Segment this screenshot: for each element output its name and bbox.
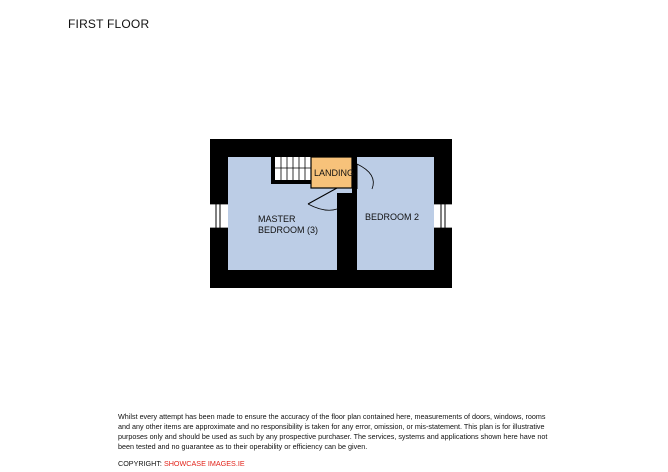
disclaimer-text: Whilst every attempt has been made to ensure the accuracy of the floor plan contained here, measurements of doors, windows, rooms and any other items are approximate and no responsibility is taken for any error, omission, or mis-statement. This plan is for illustrative purposes only and should be used as such by any prospective purchaser. The services, systems and applications shown here have not been tested and no guarantee as to their operability or efficiency can be given. (118, 412, 548, 451)
window-right (434, 204, 452, 228)
staircase (271, 157, 313, 184)
copyright-prefix: COPYRIGHT: (118, 459, 164, 468)
label-bedroom-2: BEDROOM 2 (365, 212, 420, 222)
floor-title: FIRST FLOOR (68, 17, 150, 31)
label-master-line1: MASTER (258, 214, 296, 224)
window-left (210, 204, 228, 228)
label-master-line2: BEDROOM (3) (258, 225, 319, 235)
copyright-brand[interactable]: SHOWCASE IMAGES.IE (163, 459, 245, 468)
partition-wall-lower (337, 193, 357, 270)
label-landing: LANDING (314, 168, 355, 178)
copyright-line (118, 459, 245, 469)
